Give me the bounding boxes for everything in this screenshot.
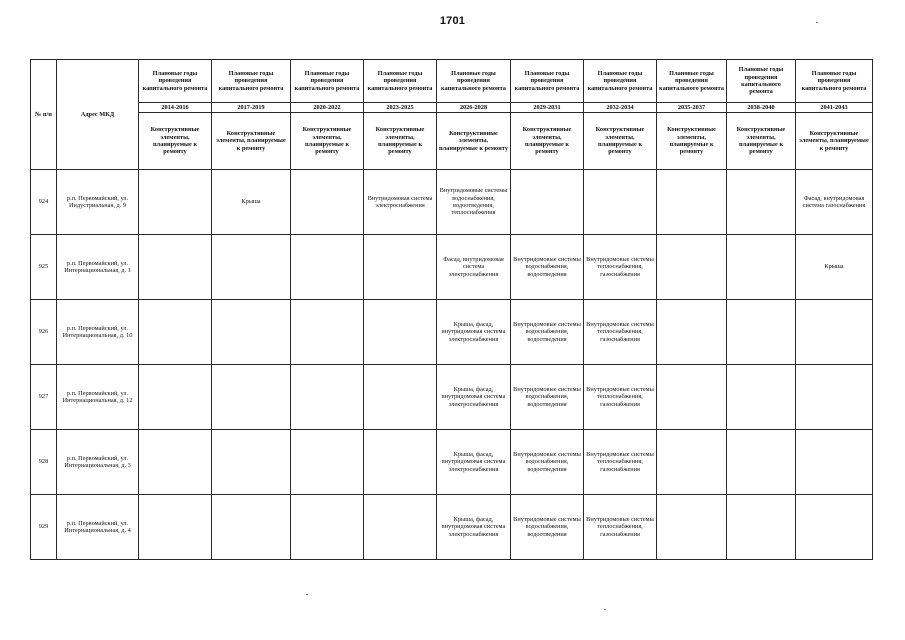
repair-cell (364, 235, 437, 300)
repair-cell (291, 495, 364, 560)
repair-cell: Внутридомовые системы водоснабжения, водоотведения (511, 365, 584, 430)
header-elements: Конструктивные элементы, планируемые к ремонту (364, 113, 437, 170)
row-address: р.п. Первомайский, ул. Интернациональная, д. 4 (57, 495, 139, 560)
repair-cell: Внутридомовая система электроснабжения (364, 170, 437, 235)
repair-cell: Внутридомовые системы теплоснабжения, газоснабжения (584, 300, 657, 365)
header-period: 2029-2031 (511, 103, 584, 113)
repair-cell: Внутридомовые системы теплоснабжения, газоснабжения (584, 365, 657, 430)
scan-speck (816, 22, 818, 23)
repair-cell (291, 300, 364, 365)
repair-cell (139, 495, 212, 560)
repair-cell (291, 365, 364, 430)
repair-cell: Крыша, фасад, внутридомовая система электроснабжения (437, 495, 511, 560)
header-title: Плановые годы проведения капитального ремонта (511, 60, 584, 103)
repair-cell (139, 300, 212, 365)
header-title: Плановые годы проведения капитального ремонта (139, 60, 212, 103)
row-number: 924 (31, 170, 57, 235)
header-period: 2038-2040 (727, 103, 796, 113)
row-number: 927 (31, 365, 57, 430)
repair-cell: Крыша (212, 170, 291, 235)
repair-cell (657, 235, 727, 300)
header-period: 2032-2034 (584, 103, 657, 113)
scan-speck (306, 594, 308, 595)
repair-cell (291, 430, 364, 495)
row-address: р.п. Первомайский, ул. Интернациональная, д. 3 (57, 430, 139, 495)
table-row (31, 365, 873, 430)
header-period: 2023-2025 (364, 103, 437, 113)
repair-cell: Крыша (796, 235, 873, 300)
row-number: 929 (31, 495, 57, 560)
header-address: Адрес МКД (57, 60, 139, 170)
repair-cell (291, 235, 364, 300)
header-period: 2014-2016 (139, 103, 212, 113)
repair-cell (727, 170, 796, 235)
repair-cell: Внутридомовые системы водоснабжения, водоотведения, теплоснабжения (437, 170, 511, 235)
header-elements: Конструктивные элементы, планируемые к ремонту (139, 113, 212, 170)
header-elements: Конструктивные элементы, планируемые к ремонту (437, 113, 511, 170)
repair-cell (727, 495, 796, 560)
repair-cell (139, 430, 212, 495)
repair-cell (796, 430, 873, 495)
row-address: р.п. Первомайский, ул. Интернациональная, д. 12 (57, 365, 139, 430)
repair-cell (796, 300, 873, 365)
repair-cell (796, 495, 873, 560)
repair-cell (657, 170, 727, 235)
table-row (31, 495, 873, 560)
repair-cell (584, 170, 657, 235)
repair-cell: Внутридомовые системы водоснабжения, водоотведения (511, 430, 584, 495)
row-address: р.п. Первомайский, ул. Интернациональная, д. 10 (57, 300, 139, 365)
capital-repair-plan-table (30, 59, 873, 560)
repair-cell: Крыша, фасад, внутридомовая система электроснабжения (437, 430, 511, 495)
header-title: Плановые годы проведения капитального ремонта (437, 60, 511, 103)
repair-cell: Крыша, фасад, внутридомовая система электроснабжения (437, 300, 511, 365)
header-elements: Конструктивные элементы, планируемые к ремонту (727, 113, 796, 170)
repair-cell (796, 365, 873, 430)
repair-cell (139, 235, 212, 300)
repair-cell (727, 365, 796, 430)
header-elements: Конструктивные элементы, планируемые к ремонту (291, 113, 364, 170)
repair-cell (727, 300, 796, 365)
table-row (31, 170, 873, 235)
scan-speck (604, 609, 606, 610)
repair-cell (727, 235, 796, 300)
row-number: 925 (31, 235, 57, 300)
header-period: 2020-2022 (291, 103, 364, 113)
header-title: Плановые годы проведения капитального ремонта (212, 60, 291, 103)
header-title: Плановые годы проведения капитального ремонта (657, 60, 727, 103)
repair-cell (364, 430, 437, 495)
repair-cell (212, 430, 291, 495)
repair-cell (364, 495, 437, 560)
repair-cell (291, 170, 364, 235)
repair-cell (364, 365, 437, 430)
page-number: 1701 (439, 15, 466, 27)
repair-cell: Крыша, фасад, внутридомовая система электроснабжения (437, 365, 511, 430)
header-period: 2041-2043 (796, 103, 873, 113)
row-address: р.п. Первомайский, ул. Индустриальная, д. 9 (57, 170, 139, 235)
table-row (31, 235, 873, 300)
row-address: р.п. Первомайский, ул. Интернациональная, д. 1 (57, 235, 139, 300)
repair-cell: Внутридомовые системы водоснабжения, водоотведения (511, 300, 584, 365)
repair-cell: Внутридомовые системы теплоснабжения, газоснабжения (584, 235, 657, 300)
repair-cell (139, 365, 212, 430)
header-num: № п/п (31, 60, 57, 170)
repair-cell (657, 365, 727, 430)
table-row (31, 430, 873, 495)
repair-cell (212, 495, 291, 560)
header-elements: Конструктивные элементы, планируемые к ремонту (212, 113, 291, 170)
table-row (31, 300, 873, 365)
repair-cell (657, 430, 727, 495)
repair-cell: Фасад, внутридомовая система газоснабжения (796, 170, 873, 235)
header-title: Плановые годы проведения капитального ремонта (727, 60, 796, 103)
header-period: 2017-2019 (212, 103, 291, 113)
header-title: Плановые годы проведения капитального ремонта (364, 60, 437, 103)
repair-cell (364, 300, 437, 365)
repair-cell: Внутридомовые системы водоснабжения, водоотведения (511, 495, 584, 560)
repair-cell (212, 235, 291, 300)
header-period: 2035-2037 (657, 103, 727, 113)
header-elements: Конструктивные элементы, планируемые к ремонту (511, 113, 584, 170)
header-title: Плановые годы проведения капитального ремонта (796, 60, 873, 103)
header-title: Плановые годы проведения капитального ремонта (291, 60, 364, 103)
repair-cell (657, 495, 727, 560)
row-number: 928 (31, 430, 57, 495)
repair-cell (511, 170, 584, 235)
header-title: Плановые годы проведения капитального ремонта (584, 60, 657, 103)
row-number: 926 (31, 300, 57, 365)
repair-cell: Внутридомовые системы теплоснабжения, газоснабжения (584, 495, 657, 560)
repair-cell: Внутридомовые системы теплоснабжения, газоснабжения (584, 430, 657, 495)
header-elements: Конструктивные элементы, планируемые к ремонту (584, 113, 657, 170)
repair-cell (212, 300, 291, 365)
repair-cell (657, 300, 727, 365)
repair-cell: Фасад, внутридомовая система электроснабжения (437, 235, 511, 300)
repair-cell (139, 170, 212, 235)
repair-cell (212, 365, 291, 430)
header-period: 2026-2028 (437, 103, 511, 113)
header-elements: Конструктивные элементы, планируемые к ремонту (657, 113, 727, 170)
header-elements: Конструктивные элементы, планируемые к ремонту (796, 113, 873, 170)
repair-cell: Внутридомовые системы водоснабжения, водоотведения (511, 235, 584, 300)
repair-cell (727, 430, 796, 495)
